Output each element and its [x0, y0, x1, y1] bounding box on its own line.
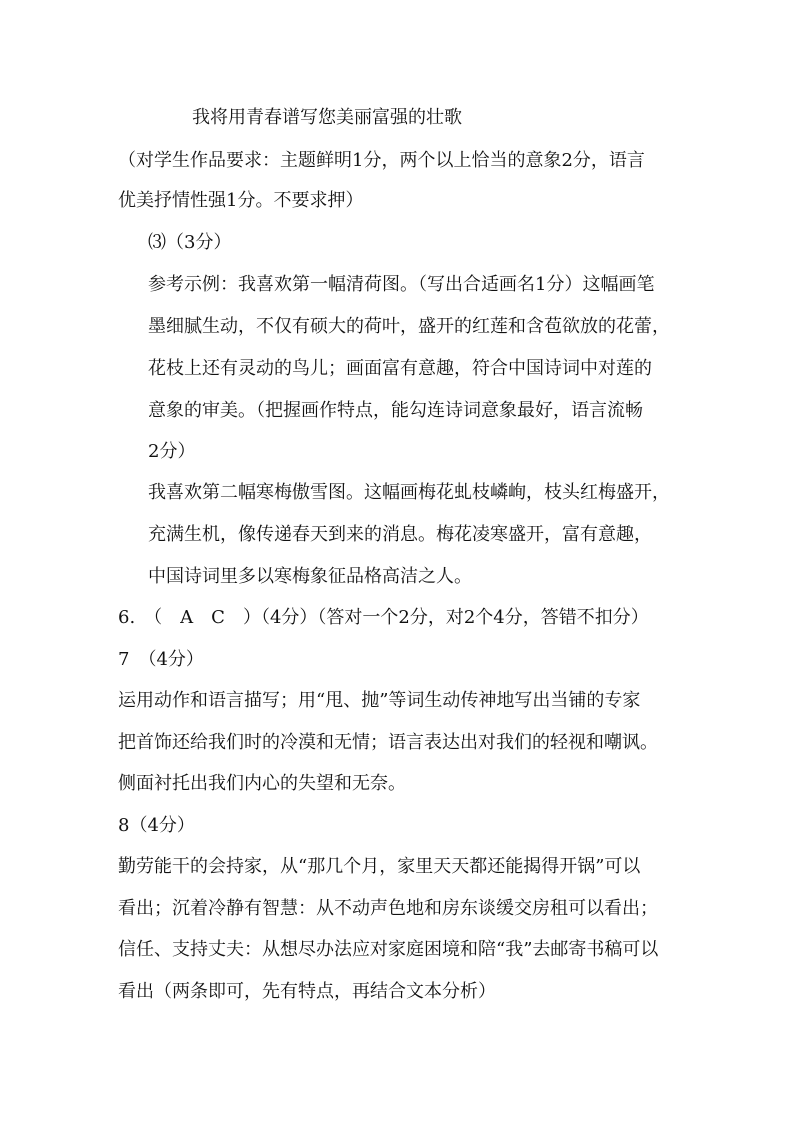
- question-8-heading: 8（4分）: [118, 815, 195, 836]
- example-2-line-2: 充满生机，像传递春天到来的消息。梅花凌寒盛开，富有意趣，: [148, 524, 652, 545]
- requirement-line-1: （对学生作品要求：主题鲜明1分，两个以上恰当的意象2分，语言: [118, 150, 645, 171]
- example-line-3: 花枝上还有灵动的鸟儿；画面富有意趣，符合中国诗词中对莲的: [148, 358, 652, 379]
- poem-title-line: 我将用青春谱写您美丽富强的壮歌: [192, 107, 462, 128]
- question-8-line-4: 看出（两条即可，先有特点，再结合文本分析）: [118, 981, 496, 1002]
- example-line-1: 参考示例：我喜欢第一幅清荷图。（写出合适画名1分）这幅画笔: [148, 274, 655, 295]
- question-7-heading: 7 （4分）: [118, 649, 204, 670]
- example-line-5: 2分）: [148, 441, 196, 462]
- question-3-heading: ⑶（3分）: [148, 232, 232, 253]
- question-6-line: 6. （ A C ）（4分）（答对一个2分，对2个4分，答错不扣分）: [118, 607, 649, 628]
- question-8-line-2: 看出；沉着冷静有智慧：从不动声色地和房东谈缓交房租可以看出；: [118, 898, 658, 919]
- requirement-line-2: 优美抒情性强1分。不要求押）: [118, 190, 364, 211]
- question-7-line-1: 运用动作和语言描写；用“甩、抛”等词生动传神地写出当铺的专家: [118, 690, 641, 711]
- example-line-2: 墨细腻生动，不仅有硕大的荷叶，盛开的红莲和含苞欲放的花蕾，: [148, 316, 670, 337]
- question-8-line-3: 信任、支持丈夫：从想尽办法应对家庭困境和陪“我”去邮寄书稿可以: [118, 939, 659, 960]
- example-2-line-3: 中国诗词里多以寒梅象征品格高洁之人。: [148, 566, 472, 587]
- example-2-line-1: 我喜欢第二幅寒梅傲雪图。这幅画梅花虬枝嶙峋，枝头红梅盛开，: [148, 482, 670, 503]
- question-8-line-1: 勤劳能干的会持家，从“那几个月，家里天天都还能揭得开锅”可以: [118, 856, 641, 877]
- question-7-line-3: 侧面衬托出我们内心的失望和无奈。: [118, 773, 406, 794]
- question-7-line-2: 把首饰还给我们时的冷漠和无情；语言表达出对我们的轻视和嘲讽。: [118, 732, 658, 753]
- example-line-4: 意象的审美。（把握画作特点，能勾连诗词意象最好，语言流畅: [148, 400, 643, 421]
